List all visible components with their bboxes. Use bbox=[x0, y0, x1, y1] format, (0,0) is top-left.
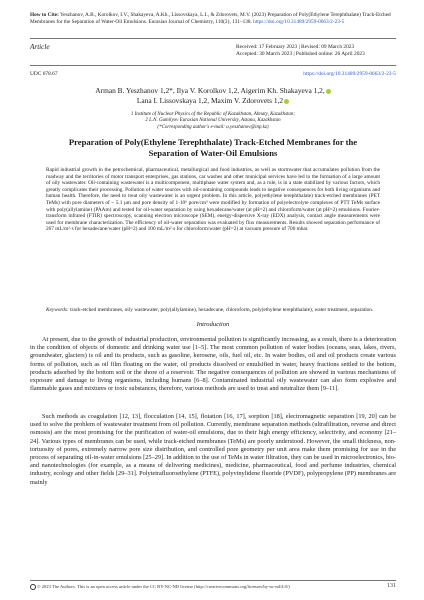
body-paragraph: At present, due to the growth of industrial production, environmental pollution is significantly increasing, as a result, there is a deterioration in the condition of objects of domestic and drinking water use [1–5]. The most common pollution of water bodies (oceans, seas, lakes, rivers, groundwater, glaciers) is oil and its products, such as gasoline, kerosene, oils, fuel oil, etc. In water bodies, oil and oil products create various forms of pollution, such as oil film floating on the water, oil products dissolved or emulsified in water, heavy fractions settled to the bottom, products adsorbed by the bottom soil or the shore of a reservoir. The negative consequences of pollution are showed in various mechanisms of exposure and damage to living organisms, including humans [6–8]. Contaminated industrial oily wastewater can also form explosive and flammable gases and mixtures or toxic substances, therefore, various methods are used to treat and neutralize them [9–11]. bbox=[30, 336, 396, 393]
article-dates bbox=[236, 44, 396, 58]
affiliation-1: 1 Institute of Nuclear Physics of the Republic of Kazakhstan, Almaty, Kazakhstan; bbox=[130, 112, 296, 117]
keywords-text: track-etched membranes, oily wastewater, poly(allylamine), hexadecane, chloroform, poly(ethylene terephthalate), water treatment, separation. bbox=[68, 307, 374, 313]
footer bbox=[30, 584, 396, 590]
article-type-label: Article bbox=[30, 43, 50, 51]
dates-accepted: Accepted: 30 March 2023 | Published online: 26 April 2023 bbox=[236, 51, 365, 57]
abstract: Rapid industrial growth in the petrochemical, pharmaceutical, metallurgical and food industries, as well as stormwater that accumulates pollution from the roadway and the territories of motor transport enterprises, gas stations, car washes and other municipal services have led to the formation of a large amount of oily wastewater. Oil-containing wastewater is a multicomponent, multiphase water system and, as a rule, is in a state stabilized by various factors, which greatly complicates their processing. Pollution of water sources with oil-containing compounds leads to negative consequences for both living organisms and human health. Therefore, the need to treat oily wastewater is an urgent problem. In this article, polyethylene terephthalate) track-etched membranes (PET TeMs) with pore diameters of ~ 5.1 μm and pore density of 1·10⁶ pore/cm² were modified by formation of polyelectrolyte complexes of PTT TeMs surface with poly(allylamine) (PAAm) and tested for oil-water separation by using hexadecane/water (at pH=2) and chloroform/water (at pH=2) emulsions. Fourier-transform infrared (FTIR) spectroscopy, scanning electron microscope (SEM), energy-dispersive X-ray (EDX) analysis, contact angle measurements were used for membrane characterization. The efficiency of oil-water separation was evaluated by flux measurements. Results showed separation performance of 267 mL/m²·s for hexadecane/water (pH=2) and 100 mL/m²·s for chloroform/water (pH=2) at vacuum pressure of 700 mbar. bbox=[46, 167, 380, 233]
authors-list bbox=[30, 86, 396, 106]
keywords-label: Keywords: bbox=[46, 307, 69, 313]
keywords bbox=[46, 307, 380, 314]
paper-title: Preparation of Poly(Ethylene Terephthalate) Track-Etched Membranes for the Separation of Water-Oil Emulsions bbox=[68, 137, 358, 158]
license-text: © 2023 The Authors. This is an open access article under the CC BY-NC-ND license (http://creativecommons.org/licenses/by-nc-nd/4.0/) bbox=[37, 584, 290, 590]
dates-received: Received: 17 February 2023 | Revised: 09 March 2023 bbox=[236, 44, 355, 50]
authors-text-1: Arman B. Yeszhanov 1,2*, Ilya V. Korolkov 1,2, Aigerim Kh. Shakayeva 1,2, bbox=[95, 86, 325, 95]
body-paragraph: Such methods as coagulation [12, 13], flocculation [14, 15], flotation [16, 17], sorption [18], electromagnetic separation [19, 20] can be used to solve the problem of wastewater treatment from oil pollution. Currently, membrane separation methods (ultrafiltration, reverse and direct osmosis) are the most promising for the purification of water-oil emulsions, due to their high energy efficiency, selectivity, and economy [21–24]. Various types of membranes can be used, while track-etched membranes (TeMs) are poorly understood. However, the small thickness, non-tortuosity of pores, extremely narrow pore size distribution, and controlled pore geometry per unit area make them promising for use in the process of separating oil-in-water emulsions [25–29]. In addition to the use of TeMs in water filtration, they can be used in microelectronics, bio- and nanotechnologies (for example, as a means of delivering medicines), medicine, pharmaceutical, food and perfume industries, chemical industry, ecology and other fields [29–31]. Polytetrafluoroethylene (PTFE), polyvinylidene fluoride (PVDF), polypropylene (PP) membranes are mainly bbox=[30, 413, 396, 486]
authors-line-2 bbox=[30, 96, 396, 106]
citation bbox=[30, 12, 396, 26]
header-rule bbox=[30, 38, 396, 39]
authors-line-1 bbox=[30, 86, 396, 96]
doi-link[interactable]: https://doi.org/10.31489/2959-0663/2-23-5 bbox=[303, 71, 396, 77]
page-number: 131 bbox=[387, 583, 396, 589]
citation-lead: How to Cite: bbox=[30, 12, 59, 18]
affiliation-2: 2 L.N. Gumilyov Eurasian National University, Astana, Kazakhstan bbox=[145, 118, 281, 124]
citation-text: Yeszhanov, A.B., Korolkov, I.V., Shakayeva, A.Kh., Lissovskaya, L.I., & Zdorovets, M.V. (2023) Preparation of Poly(Ethylene Terephthalate) Track-Etched Membranes for the Separation of Water-Oil Emulsions. Eurasian Journal of Chemistry, 110(2), 131–138. bbox=[30, 12, 391, 26]
corresponding-email: (*Corresponding author's e-mail: a.yeszhanov@inp.kz) bbox=[157, 124, 269, 130]
orcid-icon[interactable] bbox=[284, 99, 289, 104]
citation-doi-link[interactable]: https://doi.org/10.31489/2959-0663/2-23-5 bbox=[253, 19, 345, 26]
udc-code: UDC 678.67 bbox=[30, 71, 58, 77]
footer-rule bbox=[30, 580, 396, 581]
dates-rule bbox=[30, 65, 396, 66]
affiliations bbox=[30, 112, 396, 131]
authors-text-2: Lana I. Lissovskaya 1,2, Maxim V. Zdorovets 1,2 bbox=[136, 96, 284, 105]
orcid-icon[interactable] bbox=[326, 89, 331, 94]
section-heading-introduction: Introduction bbox=[196, 321, 230, 328]
cc-license-icon bbox=[30, 584, 36, 590]
